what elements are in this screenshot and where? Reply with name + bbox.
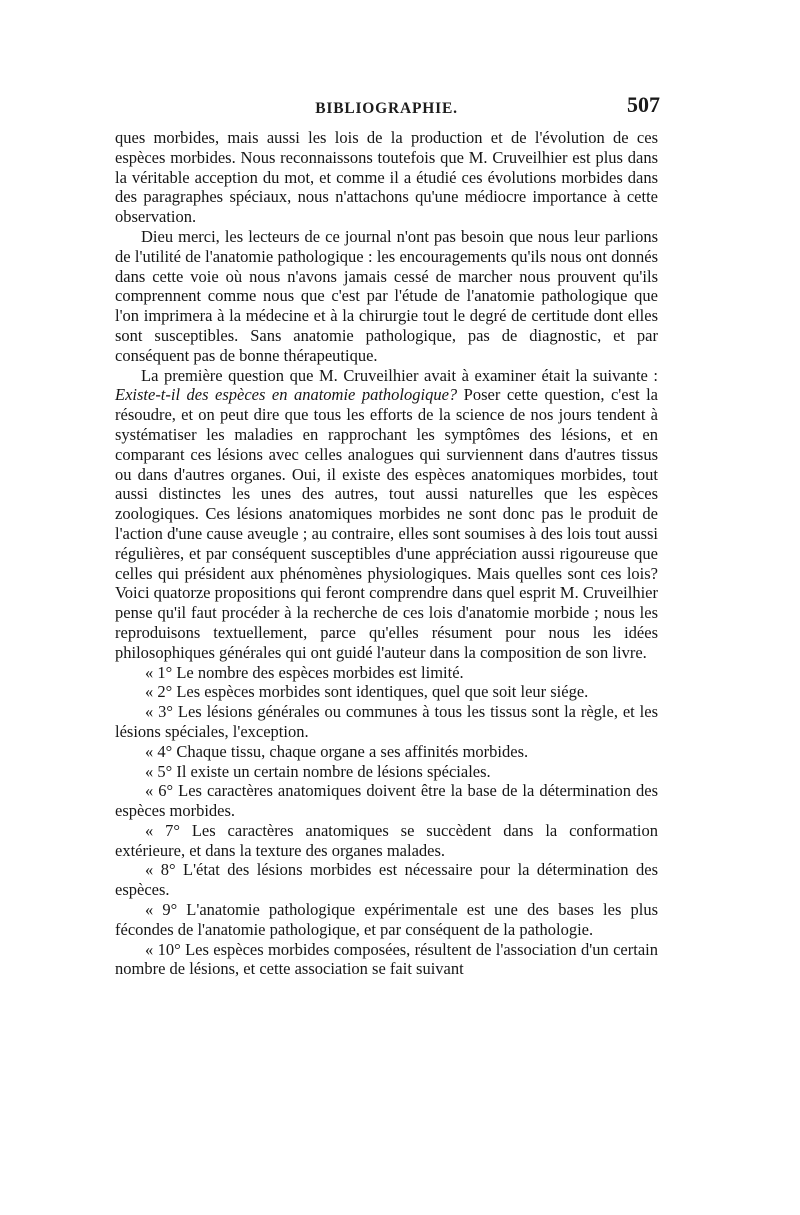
running-title: BIBLIOGRAPHIE. — [315, 100, 458, 117]
proposition-item: « 9° L'anatomie pathologique expérimentale est une des bases les plus fécondes de l'anatomie pathologique, et par conséquent de la pathologie. — [115, 900, 658, 939]
page-number: 507 — [627, 92, 660, 117]
proposition-item: « 2° Les espèces morbides sont identiques, quel que soit leur siége. — [145, 682, 589, 702]
proposition-item: « 1° Le nombre des espèces morbides est limité. — [145, 662, 464, 682]
proposition-item: « 6° Les caractères anatomiques doivent être la base de la détermination des espèces morbides. — [115, 781, 658, 821]
paragraph-text: La première question que M. Cruveilhier avait à examiner était la suivante : — [141, 365, 658, 385]
book-page — [115, 92, 658, 979]
proposition-item: « 8° L'état des lésions morbides est nécessaire pour la détermination des espèces. — [115, 860, 658, 900]
question-italic: Existe-t-il des espèces en anatomie pathologique? — [115, 385, 458, 405]
paragraph-question — [115, 366, 658, 663]
proposition-item: « 4° Chaque tissu, chaque organe a ses affinités morbides. — [145, 741, 529, 761]
paragraph: Dieu merci, les lecteurs de ce journal n'ont pas besoin que nous leur parlions de l'utilité de l'anatomie pathologique : les encouragements qu'ils nous ont donnés dans cette voie où nous n'avons jamais cessé de marcher nous prouvent qu'ils comprennent comme nous que c'est par l'étude de l'anatomie pathologique que l'on imprimera à la médecine et à la chirurgie tout le degré de certitude dont elles sont susceptibles. Sans anatomie pathologique, pas de diagnostic, et par conséquent pas de bonne thérapeutique. — [115, 226, 658, 365]
proposition-item: « 10° Les espèces morbides composées, résultent de l'association d'un certain nombre de lésions, et cette association se fait suivant — [115, 939, 658, 979]
proposition-item: « 7° Les caractères anatomiques se succèdent dans la conformation extérieure, et dans la texture des organes malades. — [115, 820, 658, 860]
text-block — [115, 128, 658, 979]
proposition-item: « 5° Il existe un certain nombre de lésions spéciales. — [145, 761, 491, 781]
paragraph-text: Poser cette question, c'est la résoudre, et on peut dire que tous les efforts de la science de nos jours tendent à systématiser les maladies en rapprochant les symptômes des lésions, et en comparant ces lésions avec celles analogues qui surviennent dans d'autres tissus ou dans d'autres organes. Oui, il existe des espèces anatomiques morbides, tout aussi distinctes les unes des autres, tout aussi naturelles que les espèces zoologiques. Ces lésions anatomiques morbides ne sont donc pas le produit de l'action d'une cause aveugle ; au contraire, elles sont soumises à des lois tout aussi régulières, et par conséquent susceptibles d'une appréciation aussi rigoureuse que celles qui président aux phénomènes physiologiques. Mais quelles sont ces lois? Voici quatorze propositions qui feront comprendre dans quel esprit M. Cruveilhier pense qu'il faut procéder à la recherche de ces lois d'anatomie morbide ; nous les reproduisons textuellement, parce qu'elles résument pour nous les idées philosophiques générales qui ont guidé l'auteur dans la composition de son livre. — [115, 385, 658, 662]
proposition-item: « 3° Les lésions générales ou communes à tous les tissus sont la règle, et les lésions spéciales, l'exception. — [115, 702, 658, 741]
paragraph-continued: ques morbides, mais aussi les lois de la production et de l'évolution de ces espèces morbides. Nous reconnaissons toutefois que M. Cruveilhier est plus dans la véritable acception du mot, et comme il a étudié ces évolutions morbides dans des paragraphes spéciaux, nous n'attachons qu'une médiocre importance à cette observation. — [115, 128, 658, 227]
running-head — [115, 92, 658, 128]
